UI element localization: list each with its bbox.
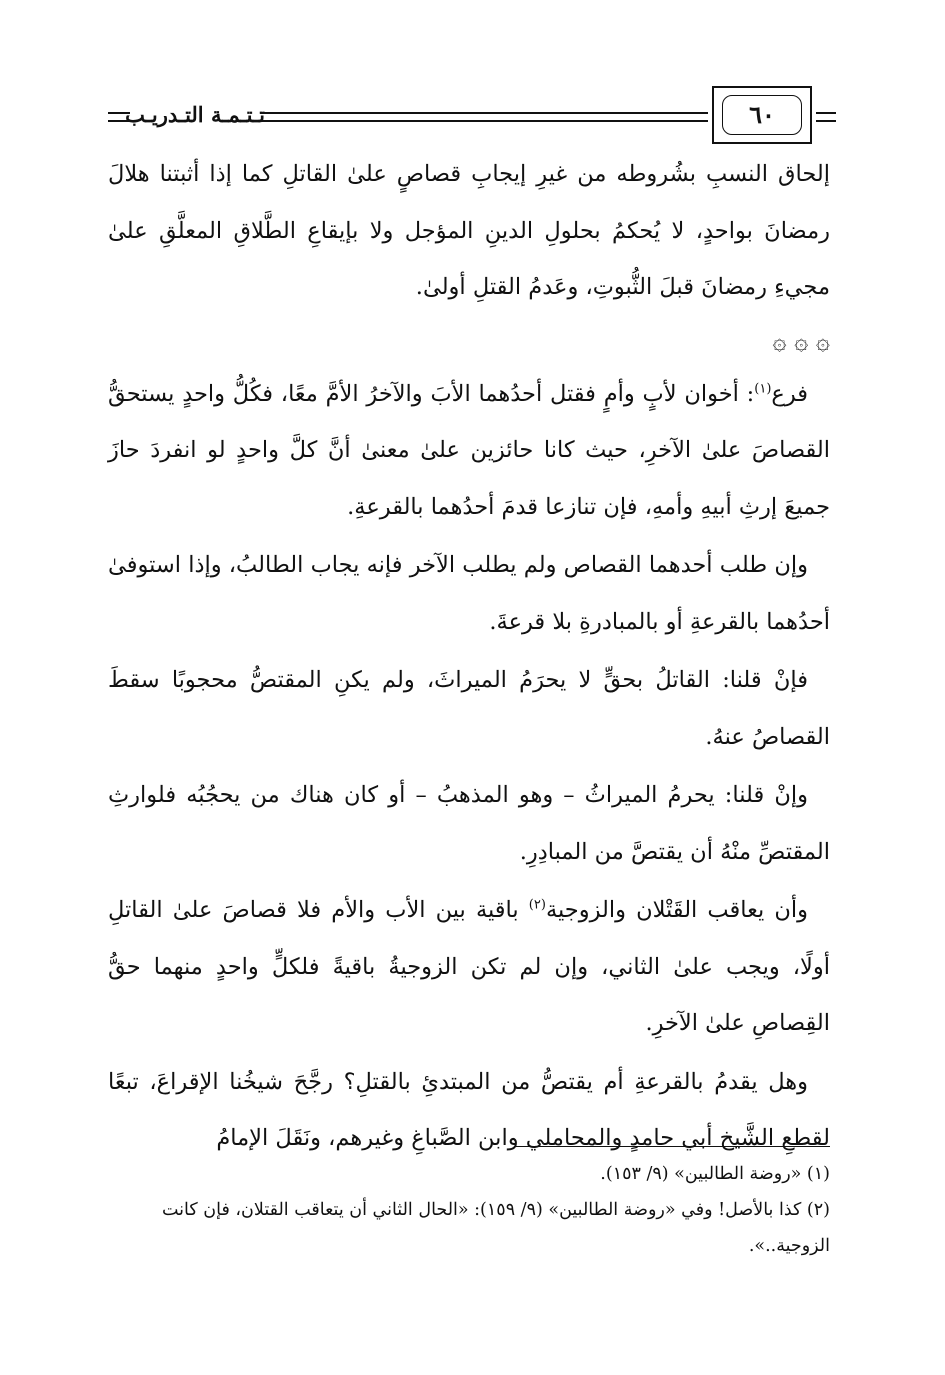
- footnote-reference: (٢): [528, 897, 546, 913]
- paragraph: وهل يقدمُ بالقرعةِ أم يقتصُّ من المبتدئِ بالقتلِ؟ رجَّحَ شيخُنا الإقراعَ، تبعًا لقطعِ الشَّيخ أبي حامدٍ والمحاملي وابن الصَّباغِ وغيرهم، ونَقَلَ الإمامُ: [108, 1068, 830, 1151]
- paragraph-text: فرع: [771, 380, 808, 407]
- header-rule-right: [816, 112, 836, 122]
- paragraph-text: وأن يعاقب القَتْلان والزوجية: [545, 897, 808, 923]
- paragraph: [108, 366, 830, 536]
- footnote: (١) «روضة الطالبين» (٩/ ١٥٣).: [600, 1164, 830, 1184]
- page-number-frame: [712, 86, 812, 144]
- main-text: [108, 146, 830, 1167]
- paragraph: إلحاق النسبِ بشُروطه من غيرِ إيجابِ قصاصٍ علىٰ القاتلِ كما إذا أثبتنا هلالَ رمضانَ بواحدٍ، لا يُحكمُ بحلولِ الدينِ المؤجل ولا بإيقاعِ الطَّلاقِ المعلَّقِ علىٰ مجيءِ رمضانَ قبلَ الثُّبوتِ، وعَدمُ القتلِ أولىٰ.: [108, 161, 830, 300]
- section-separator-ornament: ۞ ۞ ۞: [772, 326, 830, 355]
- running-title: تـتـمـة التـدريـب: [125, 102, 265, 127]
- page-number: ٦٠: [749, 100, 775, 129]
- paragraph: [108, 882, 830, 1052]
- paragraph-text: باقية بين الأب والأم فلا قصاصَ علىٰ القاتلِ أولًا، ويجب علىٰ الثاني، وإن لم تكن الزوجيةُ باقيةً فلكلٍّ واحدٍ منهما حقُّ القِصاصِ علىٰ الآخرِ.: [108, 897, 830, 1036]
- footnotes: [108, 1156, 830, 1264]
- footnote-divider: [514, 1146, 830, 1147]
- header-rule-middle: [260, 112, 708, 122]
- paragraph: وإن طلب أحدهما القصاص ولم يطلب الآخر فإنه يجاب الطالبُ، وإذا استوفىٰ أحدُهما بالقرعةِ أو بالمبادرةِ بلا قرعةَ.: [108, 552, 830, 635]
- paragraph: وإنْ قلنا: يحرمُ الميراثُ – وهو المذهبُ – أو كان هناك من يحجُبُه فلوارثِ المقتصِّ منْهُ أن يقتصَّ من المبادِرِ.: [108, 782, 830, 865]
- footnote-reference: (١): [754, 381, 772, 396]
- footnote: (٢) كذا بالأصل! وفي «روضة الطالبين» (٩/ ١٥٩): «الحال الثاني أن يتعاقب القتلان، فإن كانت الزوجية..».: [161, 1200, 830, 1256]
- paragraph-text: : أخوان لأبٍ وأمٍ فقتل أحدُهما الأبَ والآخرُ الأمَّ معًا، فكُلُّ واحدٍ يستحقُّ القصاصَ علىٰ الآخرِ، حيث كانا حائزين علىٰ معنىٰ أنَّ كلَّ واحدٍ لو انفردَ حازَ جميعَ إرثِ أبيهِ وأمهِ، فإن تنازعا قدمَ أحدُهما بالقرعةِ.: [108, 380, 830, 520]
- paragraph: فإنْ قلنا: القاتلُ بحقٍّ لا يحرَمُ الميراثَ، ولم يكنِ المقتصُّ محجوبًا سقطَ القصاصُ عنهُ.: [108, 667, 830, 750]
